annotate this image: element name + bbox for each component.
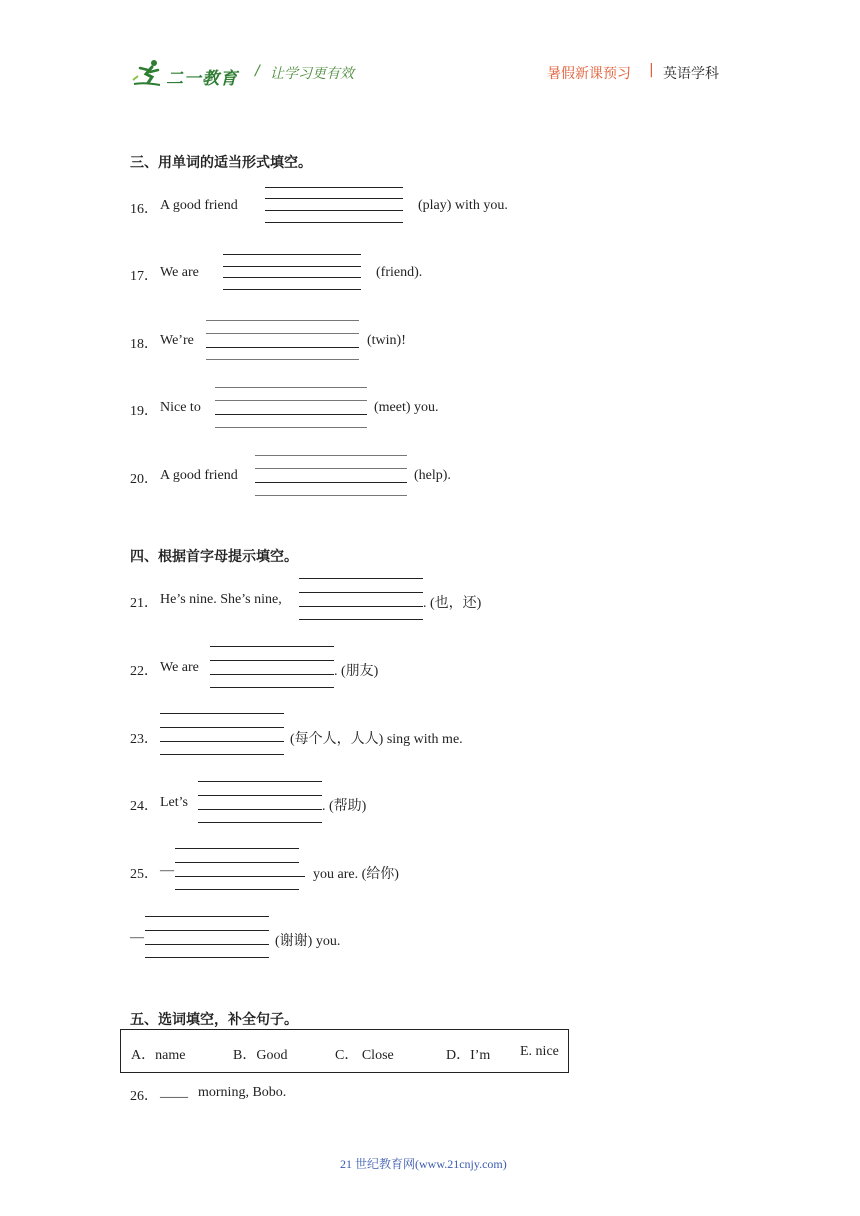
footer-text: 21 世纪教育网(www.21cnjy.com) [340, 1157, 507, 1171]
q-number: 21． [130, 596, 158, 611]
answer-blank[interactable] [198, 779, 322, 825]
answer-blank[interactable] [175, 846, 305, 892]
section5-title: 五、选词填空，补全句子。 [130, 1012, 298, 1028]
q-text-after: (friend). [376, 265, 423, 280]
option-d: D．I’m [446, 1048, 491, 1063]
answer-blank[interactable] [223, 252, 361, 292]
q-number: 23． [130, 732, 158, 747]
runner-logo-icon [130, 58, 166, 88]
answer-blank[interactable] [145, 914, 269, 960]
word-bank-box [120, 1029, 569, 1073]
q-text-before: We’re [160, 333, 194, 348]
q-text-after: (twin)! [367, 333, 406, 348]
answer-blank[interactable] [255, 453, 407, 497]
q-number: 17． [130, 269, 158, 284]
q-text-after: (play) with you. [418, 198, 508, 213]
q-text-after: (meet) you. [374, 400, 439, 415]
q-text-after: morning, Bobo. [198, 1085, 287, 1100]
q-text-after: . (帮助) [322, 799, 367, 814]
section3-title: 三、用单词的适当形式填空。 [130, 155, 312, 171]
q-text-before: Nice to [160, 400, 201, 415]
q-text-before: A good friend [160, 468, 238, 483]
q-number: 24． [130, 799, 158, 814]
option-a: A．name [131, 1048, 186, 1063]
answer-blank[interactable] [210, 644, 334, 690]
option-b: B．Good [233, 1048, 288, 1063]
answer-blank[interactable]: ____ [160, 1085, 188, 1100]
q-text-after: you are. (给你) [313, 867, 399, 882]
q-number: 22． [130, 664, 158, 679]
answer-blank[interactable] [206, 318, 359, 362]
q-text-after: . (也，还) [423, 596, 482, 611]
q-text-before: We are [160, 265, 199, 280]
logo [130, 58, 240, 88]
promo-text: 暑假新课预习 [547, 66, 631, 82]
option-c: C． Close [335, 1048, 394, 1063]
q-text-after: (每个人，人人) sing with me. [290, 732, 463, 747]
q-dash: — [160, 863, 174, 878]
q-text-after: . (朋友) [334, 664, 379, 679]
subject-label: 英语学科 [663, 66, 719, 82]
answer-blank[interactable] [265, 185, 403, 225]
q-number: 26． [130, 1089, 158, 1104]
q-text-before: He’s nine. She’s nine, [160, 592, 282, 607]
q-number: 19． [130, 404, 158, 419]
q-number: 20． [130, 472, 158, 487]
answer-blank[interactable] [299, 576, 423, 622]
q-text-before: A good friend [160, 198, 238, 213]
q-text-before: We are [160, 660, 199, 675]
q-number: 18． [130, 337, 158, 352]
q-text-before: Let’s [160, 795, 188, 810]
answer-blank[interactable] [215, 385, 367, 429]
q-number: 25． [130, 867, 158, 882]
section4-title: 四、根据首字母提示填空。 [130, 549, 298, 565]
q-number: 16． [130, 202, 158, 217]
q-text-after: (谢谢) you. [275, 934, 341, 949]
slogan: 让学习更有效 [270, 66, 354, 82]
option-e: E. nice [520, 1044, 559, 1059]
header-divider: | [649, 62, 654, 78]
answer-blank[interactable] [160, 711, 284, 757]
q-dash: — [130, 930, 144, 945]
slogan-divider: / [255, 63, 260, 79]
q-text-after: (help). [414, 468, 451, 483]
logo-text: 二一教育 [166, 69, 238, 89]
